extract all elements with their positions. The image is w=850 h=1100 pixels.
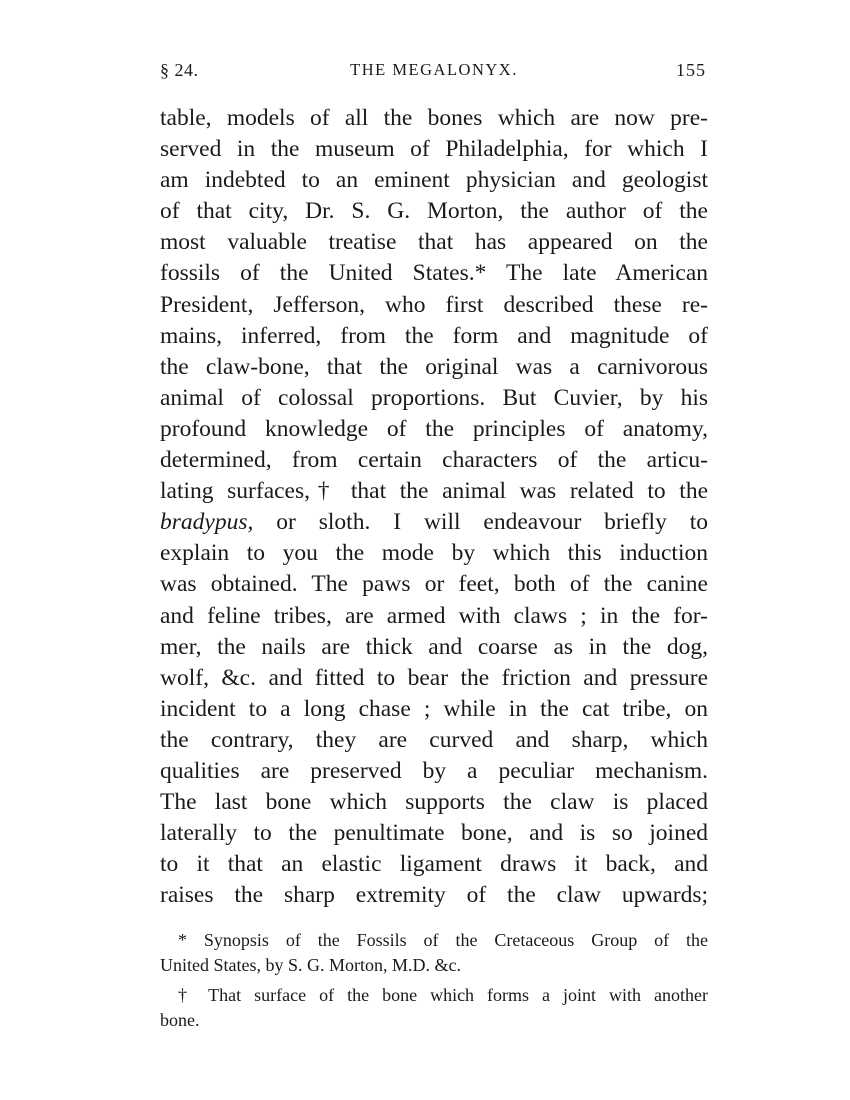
text-line: the claw-bone, that the original was a carnivorous <box>160 353 708 380</box>
text-line: qualities are preserved by a peculiar mechanism. <box>160 757 708 784</box>
text-line-rest: or sloth. I will endeavour briefly to <box>253 509 708 536</box>
running-head <box>160 60 708 84</box>
footnote-1-line-1: * Synopsis of the Fossils of the Cretaceous Group of the <box>178 930 708 950</box>
footnote-2-line-2: bone. <box>160 1010 200 1030</box>
text-line: fossils of the United States.* The late American <box>160 260 708 287</box>
text-line: table, models of all the bones which are now pre- <box>160 105 708 131</box>
text-line: wolf, &c. and fitted to bear the friction and pressure <box>160 664 708 691</box>
text-line: am indebted to an eminent physician and geologist <box>160 167 708 194</box>
text-line: determined, from certain characters of the articu- <box>160 447 708 474</box>
body-text <box>160 103 708 911</box>
text-line: to it that an elastic ligament draws it back, and <box>160 851 708 878</box>
text-line: mer, the nails are thick and coarse as in the dog, <box>160 633 708 660</box>
italic-term: bradypus, <box>160 509 254 536</box>
text-line: incident to a long chase ; while in the cat tribe, on <box>160 695 708 722</box>
text-line: mains, inferred, from the form and magnitude of <box>160 322 708 349</box>
text-line: The last bone which supports the claw is placed <box>160 789 708 816</box>
text-line: President, Jefferson, who first described these re- <box>160 291 708 318</box>
text-line: lating surfaces,† that the animal was related to the <box>160 478 708 505</box>
text-line: was obtained. The paws or feet, both of the canine <box>160 571 708 598</box>
text-line: raises the sharp extremity of the claw upwards; <box>160 882 708 909</box>
text-line: the contrary, they are curved and sharp, which <box>160 726 708 753</box>
text-line: served in the museum of Philadelphia, for which I <box>160 136 708 163</box>
text-line: animal of colossal proportions. But Cuvier, by his <box>160 384 708 411</box>
text-line: and feline tribes, are armed with claws ; in the for- <box>160 602 708 629</box>
text-line: most valuable treatise that has appeared on the <box>160 229 708 256</box>
text-line-with-italic <box>160 507 708 538</box>
section-number: § 24. <box>160 60 199 80</box>
footnote-1-line-2: United States, by S. G. Morton, M.D. &c. <box>160 955 461 975</box>
footnote-2-line-1: † That surface of the bone which forms a joint with another <box>178 985 708 1005</box>
text-line: of that city, Dr. S. G. Morton, the author of the <box>160 198 708 225</box>
page-title: THE MEGALONYX. <box>350 60 518 79</box>
footnotes <box>160 928 708 1033</box>
page-number: 155 <box>676 60 706 80</box>
text-line: profound knowledge of the principles of anatomy, <box>160 415 708 442</box>
text-line: laterally to the penultimate bone, and is so joined <box>160 820 708 847</box>
text-line: explain to you the mode by which this induction <box>160 540 708 567</box>
